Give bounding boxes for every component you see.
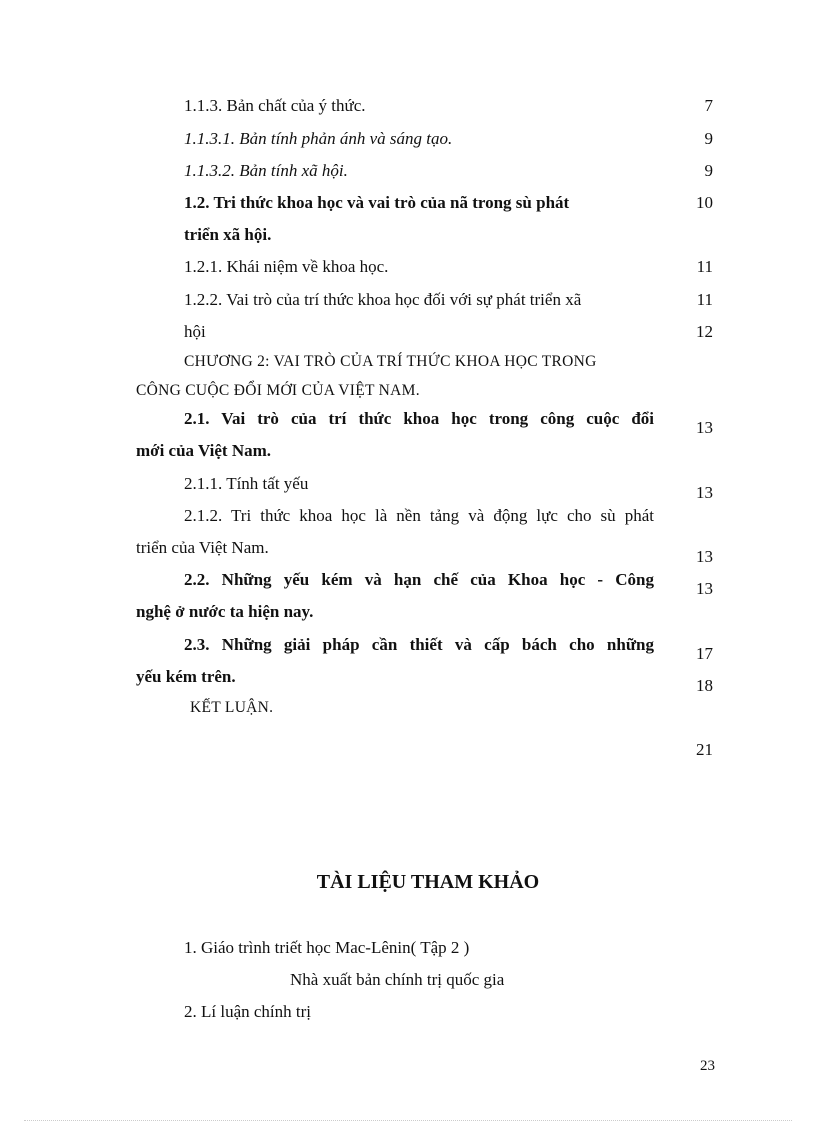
toc-page-1-2-2-b: 12 <box>696 322 713 341</box>
toc-page-1-1-3-2: 9 <box>704 161 713 180</box>
toc-page-2-1-1: 13 <box>696 483 713 502</box>
toc-page-2-3-b: 18 <box>696 676 713 695</box>
page-number: 23 <box>700 1058 715 1074</box>
toc-conclusion: KẾT LUẬN. <box>190 699 274 716</box>
toc-entry-1-2-line1: 1.2. Tri thức khoa học và vai trò của nã trong sù phát <box>184 193 570 212</box>
toc-entry-1-2-2-line2: hội <box>184 322 206 341</box>
toc-page-1-1-3: 7 <box>704 96 713 115</box>
toc-chapter-2-line1: CHƯƠNG 2: VAI TRÒ CỦA TRÍ THỨC KHOA HỌC TRONG <box>184 353 597 370</box>
toc-page-1-2-2: 11 <box>696 290 713 309</box>
toc-entry-1-1-3: 1.1.3. Bản chất của ý thức. <box>184 96 366 115</box>
toc-entry-1-1-3-1: 1.1.3.1. Bản tính phản ánh và sáng tạo. <box>184 129 453 148</box>
toc-entry-2-3-line2: yếu kém trên. <box>136 667 236 686</box>
toc-page-1-2-1: 11 <box>696 257 713 276</box>
reference-item-1-publisher: Nhà xuất bản chính trị quốc gia <box>290 970 505 989</box>
toc-entry-1-1-3-2: 1.1.3.2. Bản tính xã hội. <box>184 161 348 180</box>
toc-page-1-2: 10 <box>696 193 713 212</box>
references-title: TÀI LIỆU THAM KHẢO <box>316 871 540 893</box>
toc-entry-2-2-line1: 2.2. Những yếu kém và hạn chế của Khoa học - Công <box>184 570 654 589</box>
toc-entry-2-1-line1: 2.1. Vai trò của trí thức khoa học trong công cuộc đổi <box>184 409 654 428</box>
toc-page-conclusion: 21 <box>696 740 713 759</box>
reference-item-1: 1. Giáo trình triết học Mac-Lênin( Tập 2 ) <box>184 938 470 957</box>
toc-entry-2-3-line1: 2.3. Những giải pháp cần thiết và cấp bách cho những <box>184 635 654 654</box>
toc-page-2-1-2: 13 <box>696 547 713 566</box>
toc-entry-2-1-line2: mới của Việt Nam. <box>136 441 272 460</box>
toc-entry-2-1-2-line2: triển của Việt Nam. <box>136 538 269 557</box>
toc-entry-2-2-line2: nghệ ở nước ta hiện nay. <box>136 602 314 621</box>
footer-divider <box>24 1120 792 1121</box>
toc-entry-1-2-1: 1.2.1. Khái niệm về khoa học. <box>184 257 389 276</box>
toc-page-2-3: 17 <box>696 644 713 663</box>
toc-chapter-2-line2: CÔNG CUỘC ĐỔI MỚI CỦA VIỆT NAM. <box>136 382 420 399</box>
reference-item-2: 2. Lí luận chính trị <box>184 1002 312 1021</box>
toc-entry-2-1-1: 2.1.1. Tính tất yếu <box>184 474 309 493</box>
toc-page-1-1-3-1: 9 <box>704 129 713 148</box>
toc-page-2-1: 13 <box>696 418 713 437</box>
toc-page-2-2: 13 <box>696 579 713 598</box>
toc-entry-1-2-line2: triển xã hội. <box>184 225 272 244</box>
toc-entry-2-1-2-line1: 2.1.2. Tri thức khoa học là nền tảng và động lực cho sù phát <box>184 506 654 525</box>
toc-entry-1-2-2-line1: 1.2.2. Vai trò của trí thức khoa học đối với sự phát triển xã <box>184 290 582 309</box>
